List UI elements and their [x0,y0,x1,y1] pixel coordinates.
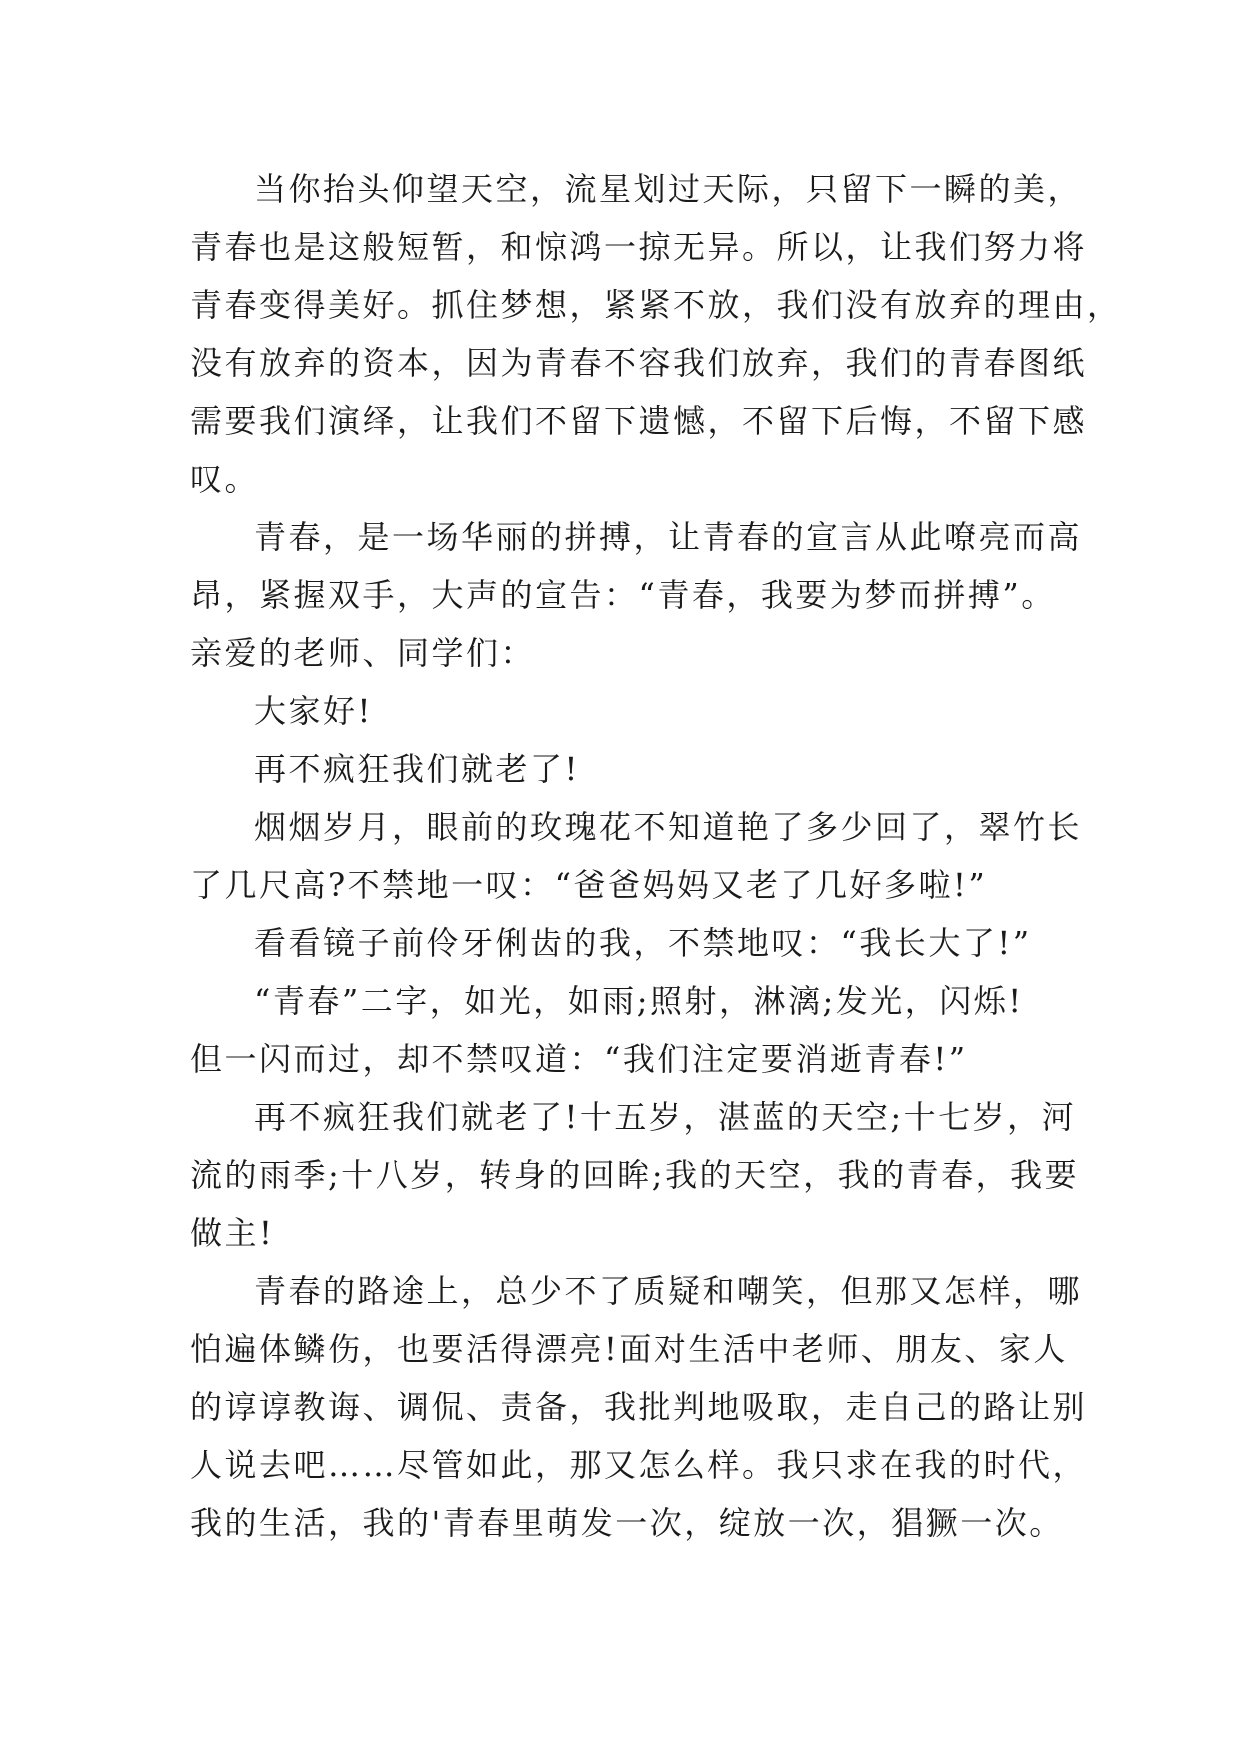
text-line: 看看镜子前伶牙俐齿的我，不禁地叹：“我长大了!” [254,924,1032,962]
text-line: 烟烟岁月，眼前的玫瑰花不知道艳了多少回了，翠竹长 [254,808,1083,846]
text-line: 流的雨季;十八岁，转身的回眸;我的天空，我的青春，我要 [190,1156,1080,1194]
salutation: 亲爱的老师、同学们： [190,634,536,672]
text-line: 我的生活，我的'青春里萌发一次，绽放一次，猖獗一次。 [190,1504,1064,1542]
text-line: 再不疯狂我们就老了! [254,750,580,788]
text-line: 需要我们演绎，让我们不留下遗憾，不留下后悔，不留下感 [190,402,1088,440]
text-line: 昂，紧握双手，大声的宣告：“青春，我要为梦而拼搏”。 [190,576,1056,614]
body-text [190,160,1122,1552]
text-line: 再不疯狂我们就老了!十五岁，湛蓝的天空;十七岁，河 [254,1098,1077,1136]
text-line: 没有放弃的资本，因为青春不容我们放弃，我们的青春图纸 [190,344,1088,382]
text-line: 人说去吧……尽管如此，那又怎么样。我只求在我的时代， [190,1446,1088,1484]
text-line: 怕遍体鳞伤，也要活得漂亮!面对生活中老师、朋友、家人 [190,1330,1068,1368]
text-line: 了几尺高?不禁地一叹：“爸爸妈妈又老了几好多啦!” [190,866,988,904]
text-line: 但一闪而过，却不禁叹道：“我们注定要消逝青春!” [190,1040,968,1078]
text-line: “青春”二字，如光，如雨;照射，淋漓;发光，闪烁! [254,982,1024,1020]
text-line: 青春变得美好。抓住梦想，紧紧不放，我们没有放弃的理由， [190,286,1122,324]
text-line: 青春，是一场华丽的拼搏，让青春的宣言从此嘹亮而高 [254,518,1083,556]
greeting: 大家好! [254,692,373,730]
text-line: 青春的路途上，总少不了质疑和嘲笑，但那又怎样，哪 [254,1272,1083,1310]
text-line: 做主! [190,1214,275,1252]
text-line: 叹。 [190,460,260,498]
text-line: 的谆谆教诲、调侃、责备，我批判地吸取，走自己的路让别 [190,1388,1088,1426]
text-line: 青春也是这般短暂，和惊鸿一掠无异。所以，让我们努力将 [190,228,1088,266]
text-line: 当你抬头仰望天空，流星划过天际，只留下一瞬的美， [254,170,1083,208]
